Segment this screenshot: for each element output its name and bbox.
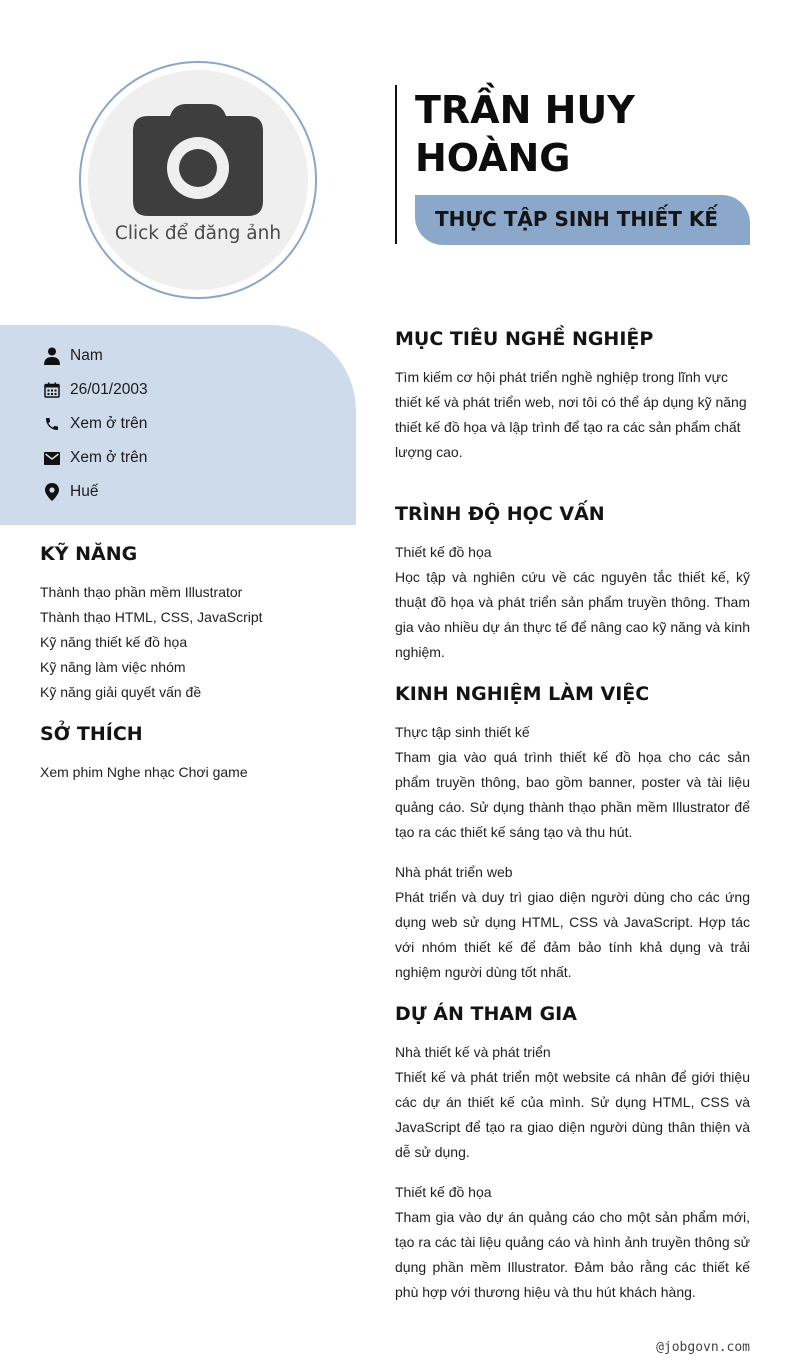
phone-icon bbox=[40, 412, 64, 436]
contact-gender bbox=[40, 343, 103, 369]
skill-item: Thành thạo HTML, CSS, JavaScript bbox=[40, 609, 263, 625]
skills-heading: KỸ NĂNG bbox=[40, 543, 138, 565]
camera-icon bbox=[132, 102, 264, 216]
project-entry bbox=[395, 1040, 750, 1165]
skill-item: Thành thạo phần mềm Illustrator bbox=[40, 584, 243, 600]
name-divider bbox=[395, 85, 397, 244]
contact-birthday bbox=[40, 377, 148, 403]
contact-address bbox=[40, 479, 98, 505]
mail-icon bbox=[40, 446, 64, 470]
entry-title: Nhà phát triển web bbox=[395, 864, 513, 880]
entry-title: Thiết kế đồ họa bbox=[395, 1184, 492, 1200]
location-pin-icon bbox=[40, 480, 64, 504]
entry-title: Thực tập sinh thiết kế bbox=[395, 724, 530, 740]
skill-item: Kỹ năng thiết kế đồ họa bbox=[40, 634, 188, 650]
hobbies-heading: SỞ THÍCH bbox=[40, 723, 143, 745]
contact-panel bbox=[0, 325, 356, 525]
gender-value: Nam bbox=[70, 347, 103, 364]
avatar-upload-label: Click để đăng ảnh bbox=[114, 223, 282, 244]
full-name bbox=[415, 86, 755, 182]
projects-heading: DỰ ÁN THAM GIA bbox=[395, 1003, 577, 1025]
name-line-2: HOÀNG bbox=[415, 136, 571, 180]
experience-entry bbox=[395, 720, 750, 845]
experience-heading: KINH NGHIỆM LÀM VIỆC bbox=[395, 683, 650, 705]
avatar-upload[interactable] bbox=[88, 70, 308, 290]
project-entry bbox=[395, 1180, 750, 1305]
footer-watermark: @jobgovn.com bbox=[656, 1340, 750, 1355]
address-value: Huế bbox=[70, 483, 99, 500]
entry-description: Phát triển và duy trì giao diện người dùng cho các ứng dụng web sử dụng HTML, CSS và JavaScript. Hợp tác với nhóm thiết kế để đảm bảo tính khả dụng và trải nghiệm người dùng tốt nhất. bbox=[395, 889, 750, 980]
entry-description: Tham gia vào quá trình thiết kế đồ họa cho các sản phẩm truyền thông, bao gồm banner, poster và tài liệu quảng cáo. Sử dụng thành thạo phần mềm Illustrator để tạo ra các thiết kế sáng tạo và thu hút. bbox=[395, 749, 750, 840]
birthday-value: 26/01/2003 bbox=[70, 381, 148, 398]
experience-entry bbox=[395, 860, 750, 985]
entry-title: Thiết kế đồ họa bbox=[395, 544, 492, 560]
entry-description: Tham gia vào dự án quảng cáo cho một sản phẩm mới, tạo ra các tài liệu quảng cáo và hình ảnh truyền thông sử dụng phần mềm Illustrator. Đảm bảo rằng các thiết kế phù hợp với thương hiệu và thu hút khách hàng. bbox=[395, 1209, 750, 1300]
email-value: Xem ở trên bbox=[70, 449, 148, 466]
job-title: THỰC TẬP SINH THIẾT KẾ bbox=[415, 195, 750, 245]
objective-text: Tìm kiếm cơ hội phát triển nghề nghiệp trong lĩnh vực thiết kế và phát triển web, nơi tôi có thể áp dụng kỹ năng thiết kế đồ họa và lập trình để tạo ra các sản phẩm chất lượng cao. bbox=[395, 369, 747, 460]
skill-item: Kỹ năng làm việc nhóm bbox=[40, 659, 186, 675]
entry-title: Nhà thiết kế và phát triển bbox=[395, 1044, 551, 1060]
objective-heading: MỤC TIÊU NGHỀ NGHIỆP bbox=[395, 328, 654, 350]
education-heading: TRÌNH ĐỘ HỌC VẤN bbox=[395, 503, 605, 525]
person-icon bbox=[40, 344, 64, 368]
entry-description: Thiết kế và phát triển một website cá nhân để giới thiệu các dự án thiết kế của mình. Sử dụng HTML, CSS và JavaScript để tạo ra giao diện người dùng thân thiện và dễ sử dụng. bbox=[395, 1069, 750, 1160]
name-line-1: TRẦN HUY bbox=[415, 88, 635, 132]
phone-value: Xem ở trên bbox=[70, 415, 148, 432]
contact-email bbox=[40, 445, 147, 471]
entry-description: Học tập và nghiên cứu về các nguyên tắc thiết kế, kỹ thuật đồ họa và phát triển sản phẩm truyền thông. Tham gia vào nhiều dự án thực tế để nâng cao kỹ năng và kinh nghiệm. bbox=[395, 569, 750, 660]
education-entry bbox=[395, 540, 750, 665]
calendar-icon bbox=[40, 378, 64, 402]
skill-item: Kỹ năng giải quyết vấn đề bbox=[40, 684, 202, 700]
skills-list bbox=[40, 580, 350, 705]
hobbies-text: Xem phim Nghe nhạc Chơi game bbox=[40, 764, 248, 780]
contact-phone bbox=[40, 411, 147, 437]
